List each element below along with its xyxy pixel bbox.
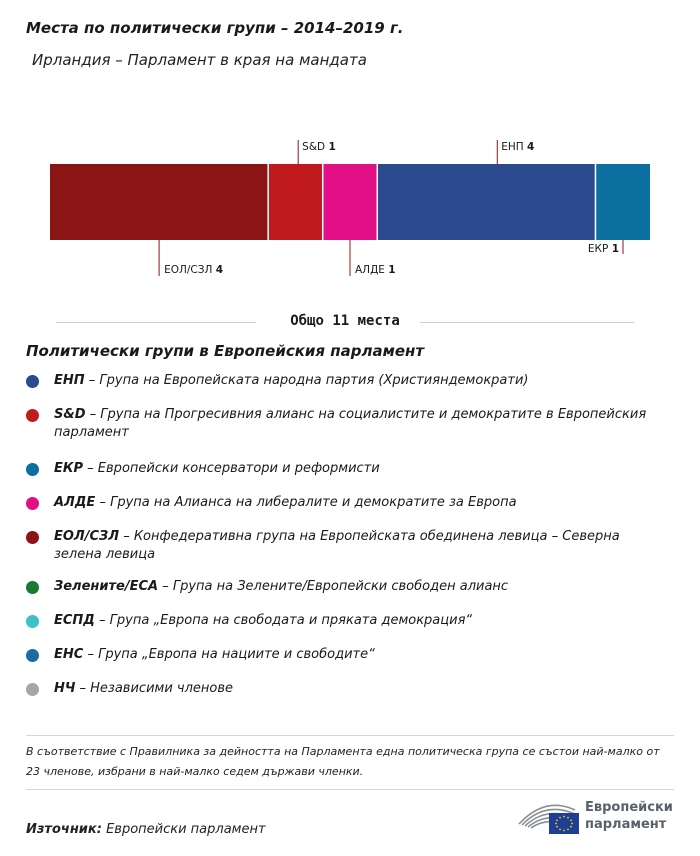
ep-emblem-icon xyxy=(515,798,581,836)
legend-abbr: ЕНС xyxy=(54,647,84,662)
legend-item xyxy=(26,578,666,596)
source-value: Европейски парламент xyxy=(101,822,266,837)
ep-logo-line2: парламент xyxy=(585,817,667,832)
seat-bar-chart xyxy=(0,130,700,290)
bar-segment-екр xyxy=(595,164,650,240)
legend-color-dot xyxy=(26,463,39,476)
legend-abbr: ЕНП xyxy=(54,373,85,388)
legend-text xyxy=(54,578,666,596)
source-line xyxy=(26,822,266,837)
legend-abbr: ЕОЛ/СЗЛ xyxy=(54,529,120,544)
legend-description: – Група на Алианса на либералите и демократите за Европа xyxy=(95,495,517,510)
legend-description: – Група „Европа на свободата и пряката демокрация“ xyxy=(94,613,473,628)
ep-logo-line1: Европейски xyxy=(585,800,673,815)
legend-color-dot xyxy=(26,581,39,594)
segment-label-екр: ЕКР 1 xyxy=(587,243,619,255)
bar-segment-алде xyxy=(323,164,378,240)
legend-description: – Независими членове xyxy=(75,681,234,696)
footnote: В съответствие с Правилника за дейността на Парламента една политическа група се състои най-малко от 23 членове, избрани в най-малко седем държави членки. xyxy=(26,745,660,778)
legend-text xyxy=(54,372,666,390)
legend-color-dot xyxy=(26,649,39,662)
legend-description: – Група на Зелените/Европейски свободен алианс xyxy=(158,579,509,594)
segment-label-енп: ЕНП 4 xyxy=(501,141,535,153)
ep-logo xyxy=(515,797,680,837)
legend-item xyxy=(26,528,666,564)
legend-abbr: ЕСПД xyxy=(54,613,95,628)
bar-segment-енп xyxy=(377,164,595,240)
note-divider-bottom xyxy=(26,789,674,790)
legend-description: – Европейски консерватори и реформисти xyxy=(83,461,380,476)
chart-title: Места по политически групи – 2014–2019 г. xyxy=(26,19,404,37)
source-label: Източник: xyxy=(26,822,102,837)
legend-color-dot xyxy=(26,531,39,544)
bar-segment-s-d xyxy=(268,164,323,240)
legend-text xyxy=(54,528,666,564)
legend-color-dot xyxy=(26,615,39,628)
legend-description: – Група на Европейската народна партия (Християндемократи) xyxy=(84,373,529,388)
legend-abbr: НЧ xyxy=(54,681,76,696)
legend-color-dot xyxy=(26,375,39,388)
segment-label-еол-сзл: ЕОЛ/СЗЛ 4 xyxy=(164,264,224,276)
legend-item xyxy=(26,646,666,664)
legend-text xyxy=(54,646,666,664)
legend-abbr: Зелените/ЕСА xyxy=(54,579,159,594)
total-seats-label: Общо 11 места xyxy=(290,313,400,329)
legend-text xyxy=(54,406,666,442)
bar-segment-еол-сзл xyxy=(50,164,268,240)
legend-title: Политически групи в Европейския парламент xyxy=(26,342,425,360)
legend-item xyxy=(26,372,666,390)
legend-color-dot xyxy=(26,683,39,696)
legend-text xyxy=(54,612,666,630)
total-seats xyxy=(56,312,634,332)
legend-abbr: S&D xyxy=(54,407,86,422)
legend-text xyxy=(54,680,666,698)
legend-item xyxy=(26,680,666,698)
legend-description: – Конфедеративна група на Европейската обединена левица – Северна зелена левица xyxy=(54,529,620,562)
ep-logo-text xyxy=(585,799,673,833)
note-divider-top xyxy=(26,735,674,736)
legend-item xyxy=(26,460,666,478)
legend-abbr: АЛДЕ xyxy=(54,495,96,510)
segment-label-алде: АЛДЕ 1 xyxy=(355,264,396,276)
legend-description: – Група на Прогресивния алианс на социалистите и демократите в Европейския парламент xyxy=(54,407,647,440)
chart-subtitle: Ирландия – Парламент в края на мандата xyxy=(32,51,367,69)
legend-abbr: ЕКР xyxy=(54,461,84,476)
legend-color-dot xyxy=(26,409,39,422)
legend-description: – Група „Европа на нациите и свободите“ xyxy=(83,647,375,662)
segment-label-s-d: S&D 1 xyxy=(302,141,336,153)
legend-item xyxy=(26,406,666,442)
legend-text xyxy=(54,494,666,512)
legend-item xyxy=(26,612,666,630)
legend-color-dot xyxy=(26,497,39,510)
legend-text xyxy=(54,460,666,478)
legend-item xyxy=(26,494,666,512)
